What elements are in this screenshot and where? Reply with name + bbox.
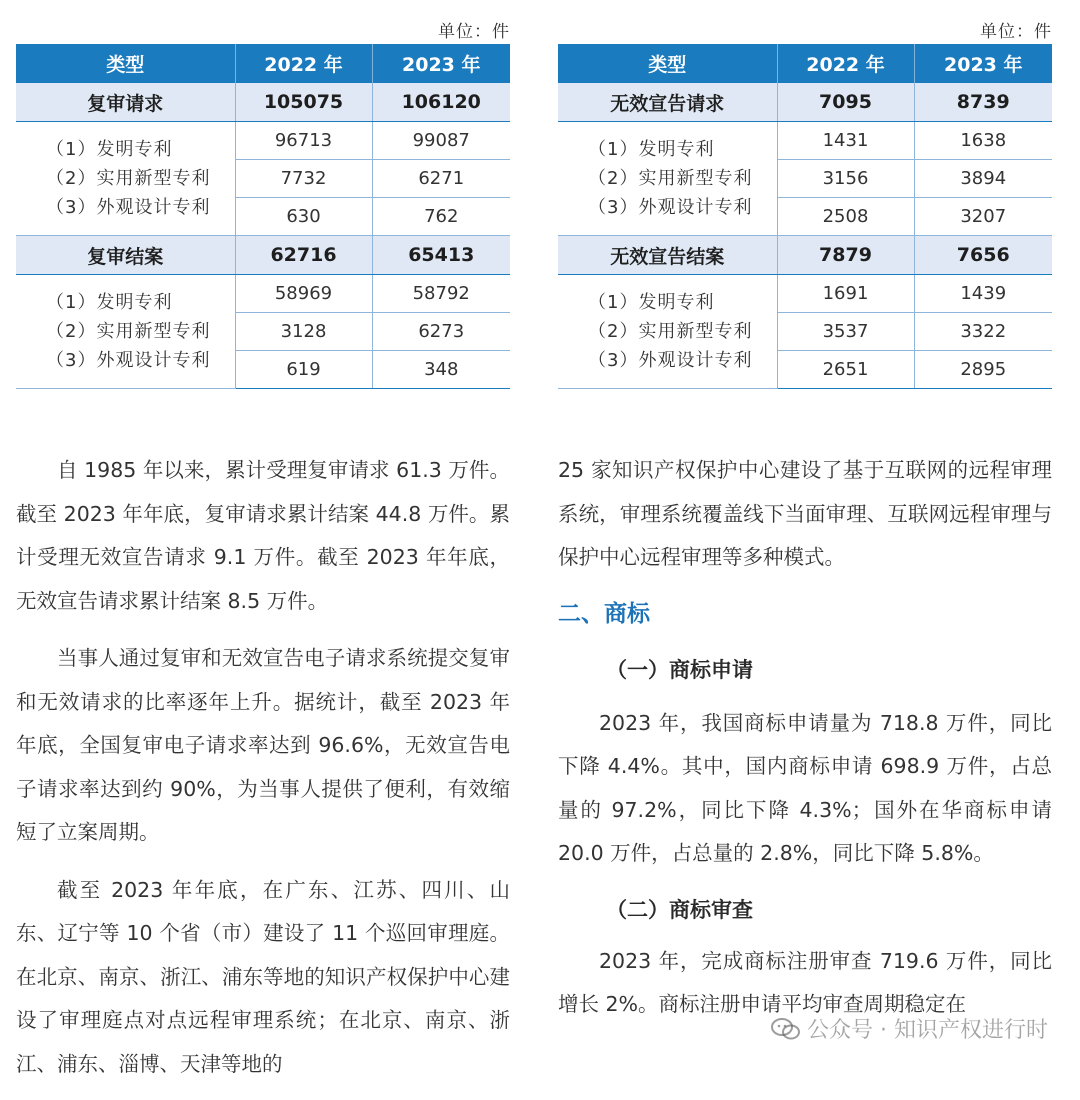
value-2023: 58792 <box>372 275 510 313</box>
summary-label: 复审请求 <box>16 83 235 122</box>
left-body-text <box>16 449 510 1100</box>
summary-2022: 62716 <box>235 236 372 275</box>
paragraph: 截至 2023 年年底，在广东、江苏、四川、山东、辽宁等 10 个省（市）建设了 11 个巡回审理庭。在北京、南京、浙江、浦东等地的知识产权保护中心建设了审理庭点对点远程审理系统；在北京、南京、浙江、浦东、淄博、天津等地的 <box>16 877 510 1076</box>
value-2022: 3156 <box>777 160 914 198</box>
summary-2023: 106120 <box>372 83 510 122</box>
summary-label: 复审结案 <box>16 236 235 275</box>
summary-row <box>16 236 510 275</box>
summary-label: 无效宣告结案 <box>558 236 777 275</box>
header-2022: 2022 年 <box>777 44 914 83</box>
header-2023: 2023 年 <box>372 44 510 83</box>
value-2023: 1439 <box>914 275 1052 313</box>
paragraph: 2023 年，完成商标注册审查 719.6 万件，同比增长 2%。商标注册申请平均审查周期稳定在 <box>558 948 1052 1016</box>
summary-2022: 7879 <box>777 236 914 275</box>
table-row <box>558 275 1052 313</box>
value-2023: 762 <box>372 198 510 236</box>
value-2023: 6273 <box>372 313 510 351</box>
value-2022: 630 <box>235 198 372 236</box>
review-table <box>16 44 510 389</box>
category-label: （2）实用新型专利 <box>46 168 211 189</box>
category-label: （1）发明专利 <box>46 292 173 313</box>
value-2022: 96713 <box>235 122 372 160</box>
category-label: （1）发明专利 <box>588 292 715 313</box>
summary-row <box>16 83 510 122</box>
summary-2022: 7095 <box>777 83 914 122</box>
value-2022: 3128 <box>235 313 372 351</box>
category-label: （1）发明专利 <box>588 139 715 160</box>
summary-2023: 7656 <box>914 236 1052 275</box>
value-2023: 3207 <box>914 198 1052 236</box>
unit-label: 单位：件 <box>438 22 510 42</box>
subsection-heading: （一）商标申请 <box>606 657 753 682</box>
header-2023: 2023 年 <box>914 44 1052 83</box>
header-2022: 2022 年 <box>235 44 372 83</box>
summary-2022: 105075 <box>235 83 372 122</box>
category-label: （3）外观设计专利 <box>588 350 753 371</box>
category-label: （2）实用新型专利 <box>588 321 753 342</box>
paragraph: 自 1985 年以来，累计受理复审请求 61.3 万件。截至 2023 年年底，复审请求累计结案 44.8 万件。累计受理无效宣告请求 9.1 万件。截至 2023 年年底，无效宣告请求累计结案 8.5 万件。 <box>16 458 510 613</box>
right-body-text <box>558 449 1052 1041</box>
paragraph: 2023 年，我国商标申请量为 718.8 万件，同比下降 4.4%。其中，国内商标申请 698.9 万件，占总量的 97.2%，同比下降 4.3%；国外在华商标申请 20.0 万件，占总量的 2.8%，同比下降 5.8%。 <box>558 710 1052 865</box>
table-header-row <box>16 44 510 83</box>
wechat-icon <box>771 1017 801 1041</box>
category-label: （3）外观设计专利 <box>46 197 211 218</box>
value-2022: 619 <box>235 351 372 389</box>
table-header-row <box>558 44 1052 83</box>
summary-2023: 8739 <box>914 83 1052 122</box>
category-label: （2）实用新型专利 <box>588 168 753 189</box>
paragraph: 当事人通过复审和无效宣告电子请求系统提交复审和无效请求的比率逐年上升。据统计，截至 2023 年年底，全国复审电子请求率达到 96.6%，无效宣告电子请求率达到约 90%，为当事人提供了便利，有效缩短了立案周期。 <box>16 646 510 844</box>
header-type: 类型 <box>558 44 777 83</box>
category-label: （2）实用新型专利 <box>46 321 211 342</box>
summary-label: 无效宣告请求 <box>558 83 777 122</box>
subsection-heading: （二）商标审查 <box>606 897 753 922</box>
category-cell <box>558 275 777 389</box>
value-2022: 58969 <box>235 275 372 313</box>
value-2022: 2508 <box>777 198 914 236</box>
summary-row <box>558 236 1052 275</box>
summary-2023: 65413 <box>372 236 510 275</box>
value-2023: 3322 <box>914 313 1052 351</box>
section-heading: 二、商标 <box>558 600 650 627</box>
table-row <box>558 122 1052 160</box>
table-row <box>16 122 510 160</box>
unit-label: 单位：件 <box>980 22 1052 42</box>
value-2022: 3537 <box>777 313 914 351</box>
table-row <box>16 275 510 313</box>
category-cell <box>16 122 235 236</box>
value-2023: 348 <box>372 351 510 389</box>
value-2023: 2895 <box>914 351 1052 389</box>
category-label: （3）外观设计专利 <box>46 350 211 371</box>
value-2023: 3894 <box>914 160 1052 198</box>
value-2022: 1431 <box>777 122 914 160</box>
value-2023: 1638 <box>914 122 1052 160</box>
value-2023: 99087 <box>372 122 510 160</box>
watermark <box>771 1013 1048 1044</box>
value-2023: 6271 <box>372 160 510 198</box>
invalidation-table <box>558 44 1052 389</box>
value-2022: 1691 <box>777 275 914 313</box>
value-2022: 7732 <box>235 160 372 198</box>
summary-row <box>558 83 1052 122</box>
category-cell <box>558 122 777 236</box>
value-2022: 2651 <box>777 351 914 389</box>
category-label: （1）发明专利 <box>46 139 173 160</box>
paragraph: 25 家知识产权保护中心建设了基于互联网的远程审理系统，审理系统覆盖线下当面审理、互联网远程审理与保护中心远程审理等多种模式。 <box>558 458 1052 569</box>
category-label: （3）外观设计专利 <box>588 197 753 218</box>
watermark-text: 公众号 · 知识产权进行时 <box>807 1018 1048 1043</box>
category-cell <box>16 275 235 389</box>
header-type: 类型 <box>16 44 235 83</box>
